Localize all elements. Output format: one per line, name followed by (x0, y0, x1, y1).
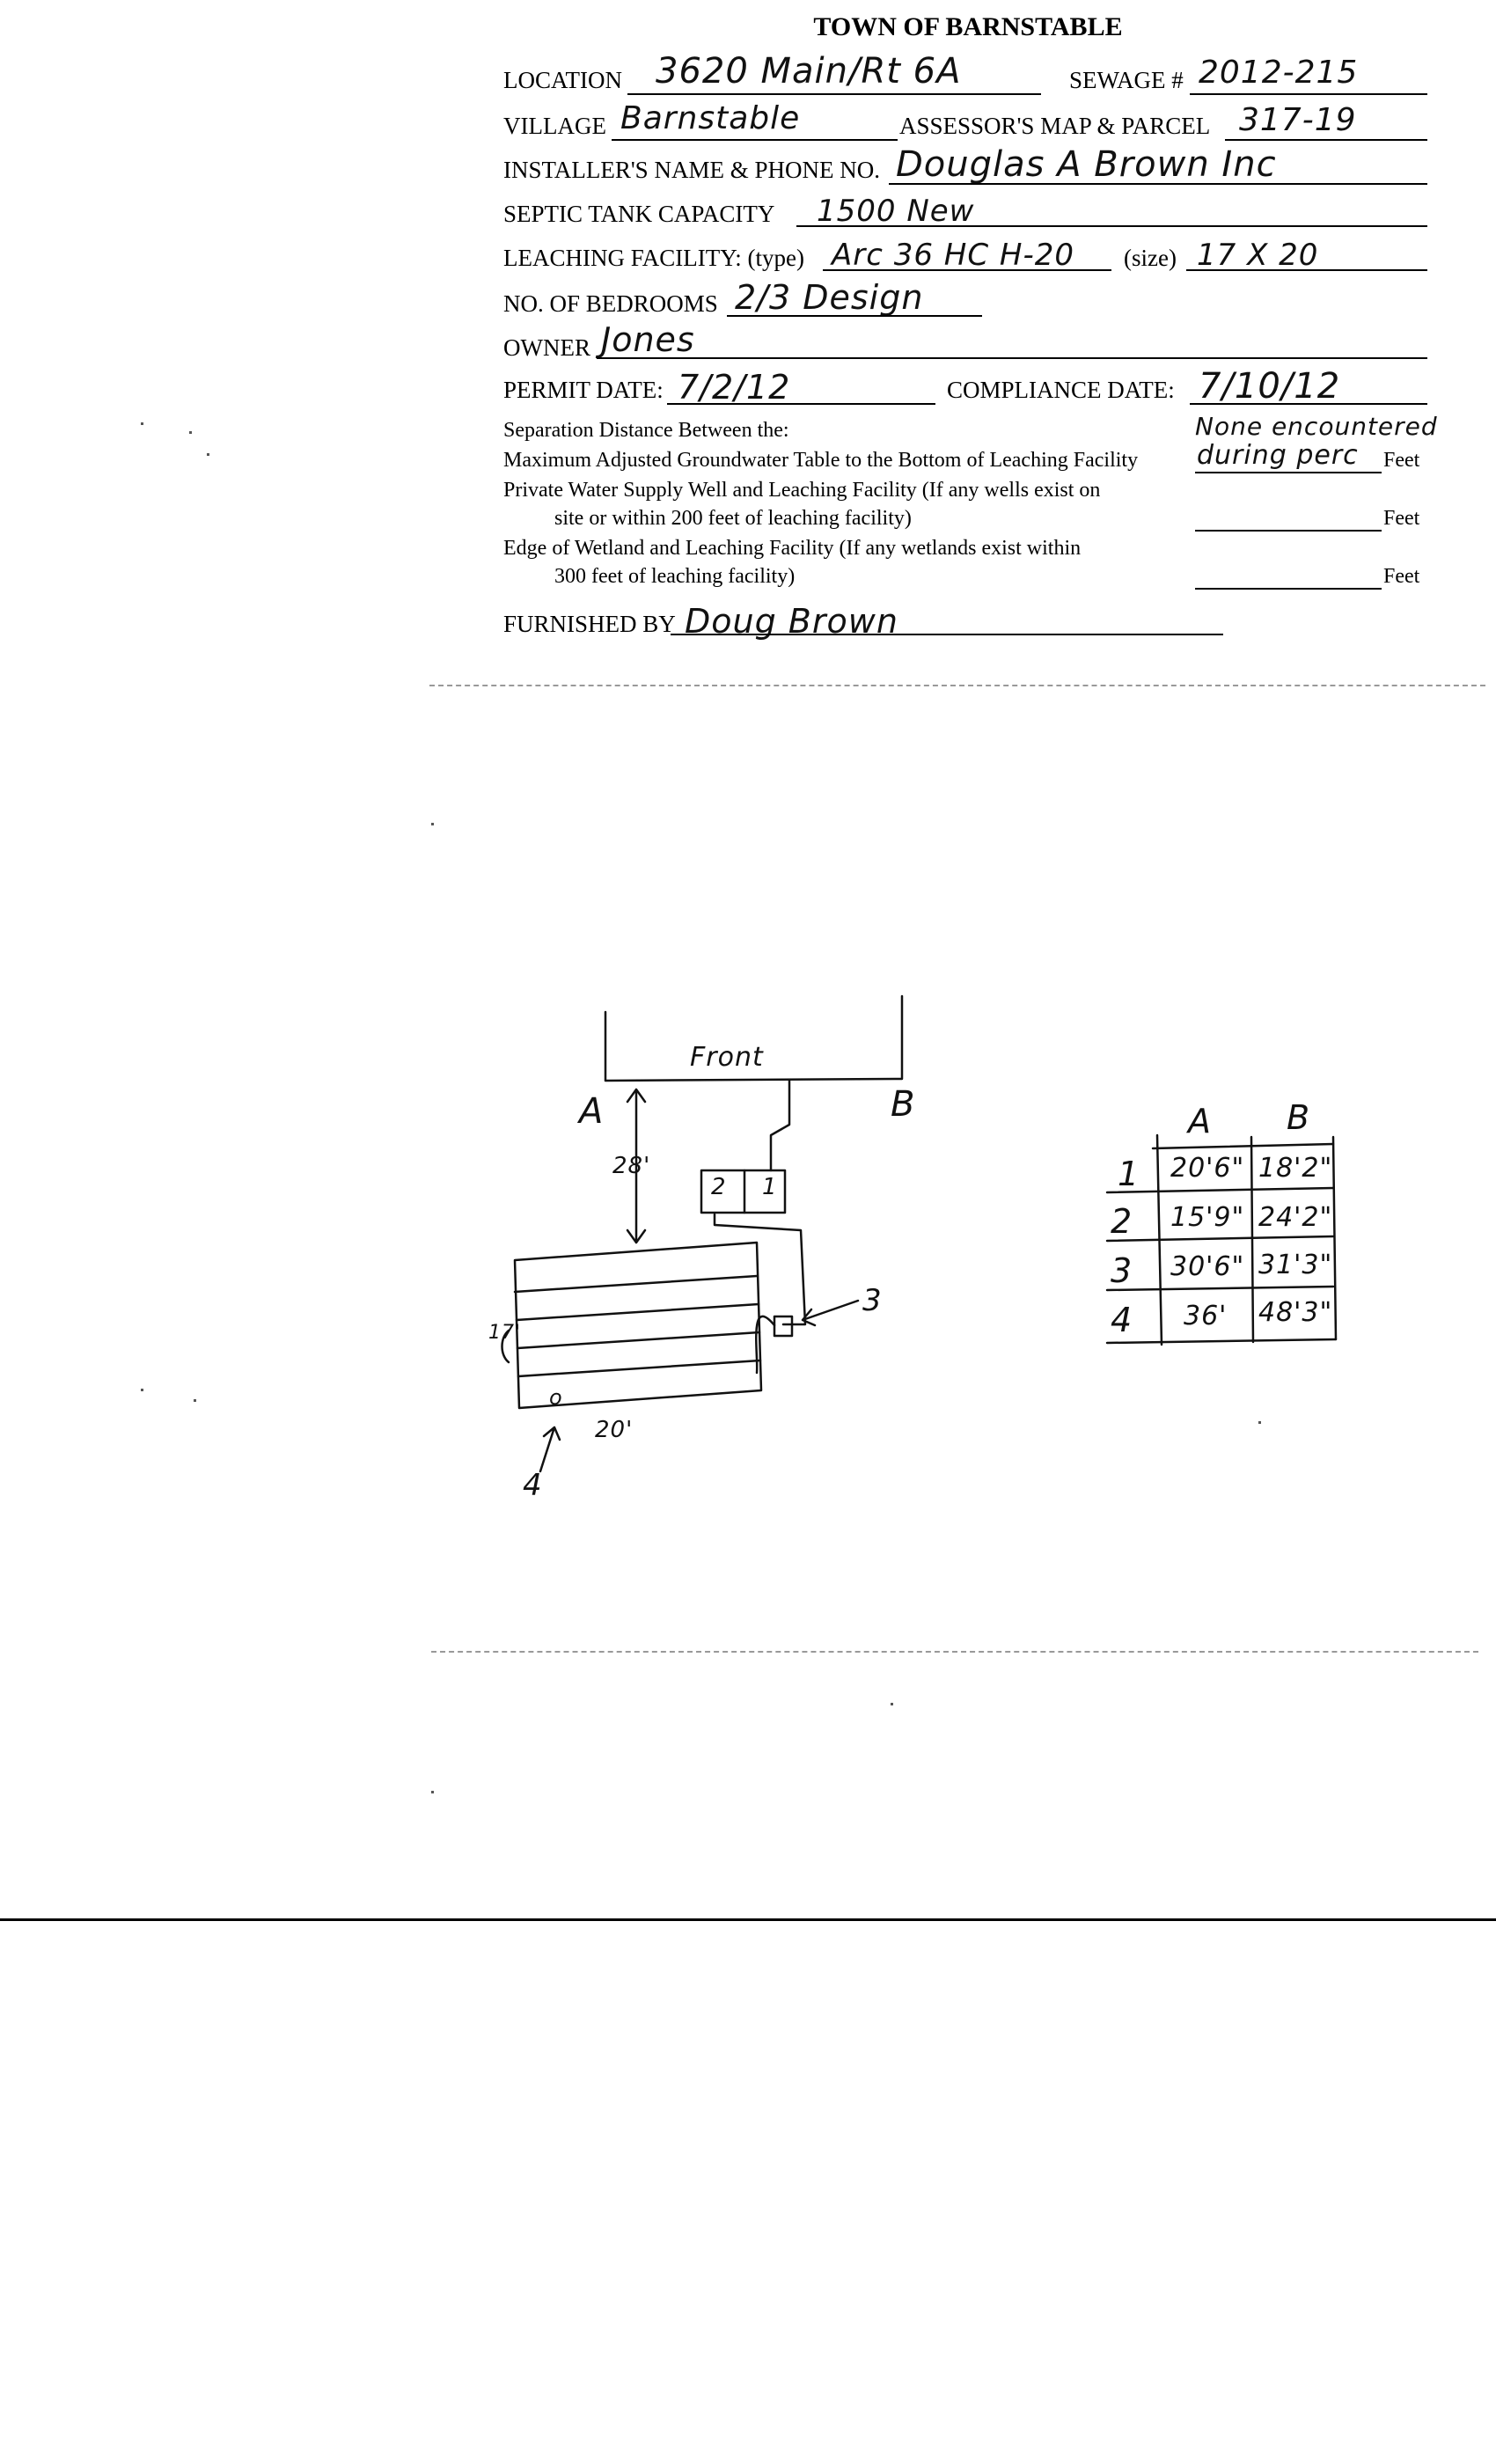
table-row-3-id: 3 (1111, 1251, 1133, 1290)
leaching-type-label: LEACHING FACILITY: (type) (503, 245, 804, 271)
compliance-value: 7/10/12 (1199, 366, 1341, 407)
bedrooms-label: NO. OF BEDROOMS (503, 290, 718, 317)
furnished-label: FURNISHED BY (503, 611, 676, 637)
table-row-1-a: 20'6" (1170, 1153, 1245, 1184)
leaching-size-label: (size) (1124, 245, 1177, 271)
sewage-label: SEWAGE # (1069, 67, 1184, 93)
table-row-2-a: 15'9" (1170, 1202, 1245, 1233)
form-title: TOWN OF BARNSTABLE (813, 12, 1123, 41)
table-row-2-b: 24'2" (1258, 1202, 1333, 1233)
table-row-4-b: 48'3" (1258, 1297, 1333, 1328)
width-label: 20' (595, 1417, 634, 1443)
table-row-1-id: 1 (1118, 1155, 1140, 1193)
house-distance-label: 28' (612, 1153, 651, 1179)
table-col-a: A (1188, 1102, 1212, 1140)
groundwater-value-1: None encountered (1195, 412, 1438, 441)
village-value: Barnstable (620, 100, 801, 136)
tank-compartment-1: 1 (762, 1174, 778, 1200)
wetland-text-2: 300 feet of leaching facility) (554, 565, 796, 588)
table-col-line (1251, 1137, 1253, 1342)
map-parcel-value: 317-19 (1239, 102, 1357, 138)
point-4-label: 4 (523, 1468, 543, 1503)
table-row-line (1107, 1236, 1333, 1241)
furnished-value: Doug Brown (685, 602, 898, 641)
sewage-value: 2012-215 (1199, 55, 1359, 91)
bedrooms-value: 2/3 Design (735, 278, 924, 317)
wetland-feet: Feet (1383, 565, 1420, 588)
leaching-size-value: 17 X 20 (1197, 238, 1319, 273)
permit-value: 7/2/12 (678, 368, 791, 407)
tank-value: 1500 New (817, 194, 975, 229)
corner-b-label: B (891, 1084, 916, 1125)
village-label: VILLAGE (503, 113, 606, 139)
table-row-line (1107, 1188, 1333, 1192)
tank-compartment-2: 2 (711, 1174, 727, 1200)
well-text-2: site or within 200 feet of leaching facility) (554, 507, 912, 530)
table-col-b: B (1287, 1098, 1311, 1137)
installer-value: Douglas A Brown Inc (896, 144, 1277, 185)
separation-heading: Separation Distance Between the: (503, 419, 789, 442)
location-value: 3620 Main/Rt 6A (656, 51, 962, 92)
well-feet: Feet (1383, 507, 1420, 530)
leaching-type-value: Arc 36 HC H-20 (832, 238, 1075, 273)
table-header-line (1153, 1144, 1333, 1148)
table-row-1-b: 18'2" (1258, 1153, 1333, 1184)
owner-label: OWNER (503, 334, 590, 361)
location-label: LOCATION (503, 67, 622, 93)
point-3-label: 3 (862, 1283, 883, 1318)
table-row-3-a: 30'6" (1170, 1251, 1245, 1282)
groundwater-text: Maximum Adjusted Groundwater Table to the Bottom of Leaching Facility (503, 449, 1139, 472)
wetland-text-1: Edge of Wetland and Leaching Facility (If any wetlands exist within (503, 537, 1082, 560)
table-col-line (1333, 1137, 1336, 1339)
table-row-line (1107, 1287, 1333, 1290)
corner-a-label: A (579, 1091, 605, 1132)
table-row-3-b: 31'3" (1258, 1250, 1333, 1280)
table-row-line (1107, 1339, 1336, 1343)
groundwater-feet: Feet (1383, 449, 1420, 472)
tank-label: SEPTIC TANK CAPACITY (503, 201, 775, 227)
installer-label: INSTALLER'S NAME & PHONE NO. (503, 157, 880, 183)
compliance-label: COMPLIANCE DATE: (947, 377, 1175, 403)
groundwater-value-2: during perc (1197, 440, 1359, 471)
front-label: Front (690, 1042, 764, 1073)
table-row-4-id: 4 (1111, 1301, 1133, 1339)
table-row-2-id: 2 (1111, 1202, 1133, 1241)
permit-label: PERMIT DATE: (503, 377, 664, 403)
map-parcel-label: ASSESSOR'S MAP & PARCEL (899, 113, 1211, 139)
owner-value: Jones (601, 320, 695, 359)
well-text-1: Private Water Supply Well and Leaching Facility (If any wells exist on (503, 479, 1101, 502)
table-row-4-a: 36' (1184, 1301, 1228, 1331)
side-label: 17' (488, 1322, 522, 1344)
zero-mark: o (549, 1385, 563, 1410)
